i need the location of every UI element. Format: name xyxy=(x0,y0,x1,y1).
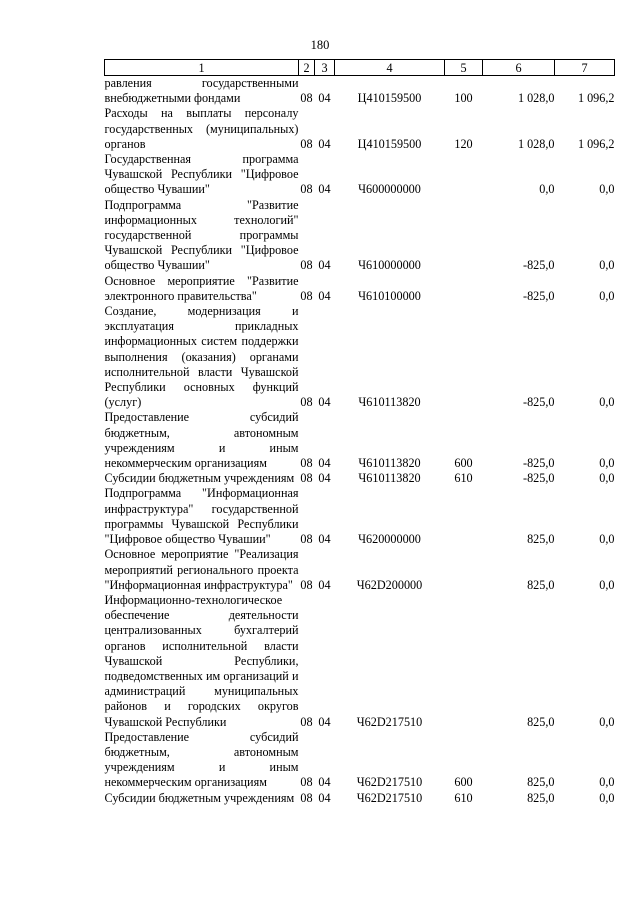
item-name: Основное мероприятие "Развитие электронного правительства" xyxy=(104,273,299,303)
table-row xyxy=(105,198,615,274)
column-header: 4 xyxy=(335,60,445,76)
amount-year-1: 825,0 xyxy=(527,775,555,790)
target-article-code: Ч62D217510 xyxy=(356,790,423,805)
amount-year-1: 825,0 xyxy=(527,714,555,729)
column-header: 5 xyxy=(445,60,483,76)
table-row xyxy=(105,106,615,152)
section-code: 08 xyxy=(300,395,313,410)
section-code: 08 xyxy=(300,91,313,106)
amount-year-1: -825,0 xyxy=(523,395,555,410)
subsection-code: 04 xyxy=(318,577,331,592)
amount-year-2: 0,0 xyxy=(599,714,615,729)
table-row xyxy=(105,593,615,730)
target-article-code: Ц410159500 xyxy=(357,91,422,106)
expense-type-code: 600 xyxy=(454,775,473,790)
section-code: 08 xyxy=(300,258,313,273)
item-name: Предоставление субсидий бюджетным, автономным учреждениям и иным некоммерческим организациям xyxy=(104,729,299,790)
amount-year-2: 0,0 xyxy=(599,471,615,486)
item-name: Субсидии бюджетным учреждениям xyxy=(104,790,295,805)
expense-type-code xyxy=(445,304,483,410)
section-code: 08 xyxy=(300,790,313,805)
subsection-code: 04 xyxy=(318,91,331,106)
item-name: Информационно-технологическое обеспечение деятельности централизованных бухгалтерий органов исполнительной власти Чувашской Республики, подведомственных им организаций и администраций муниципальных районов и городских округов Чувашской Республики xyxy=(104,592,299,729)
table-row xyxy=(105,486,615,547)
subsection-code: 04 xyxy=(318,288,331,303)
amount-year-2: 0,0 xyxy=(599,456,615,471)
table-row xyxy=(105,471,615,486)
subsection-code: 04 xyxy=(318,395,331,410)
table-row xyxy=(105,410,615,471)
subsection-code: 04 xyxy=(318,456,331,471)
table-row xyxy=(105,274,615,304)
table-row xyxy=(105,547,615,593)
subsection-code: 04 xyxy=(318,532,331,547)
page-number: 180 xyxy=(310,38,330,52)
item-name: Подпрограмма "Информационная инфраструктура" государственной программы Чувашской Республики "Цифровое общество Чувашии" xyxy=(104,486,299,547)
target-article-code: Ч62D200000 xyxy=(356,577,423,592)
item-name: Предоставление субсидий бюджетным, автономным учреждениям и иным некоммерческим организациям xyxy=(104,410,299,471)
item-name: Подпрограмма "Развитие информационных технологий" государственной программы Чувашской Республики "Цифровое общество Чувашии" xyxy=(104,197,299,273)
subsection-code: 04 xyxy=(318,182,331,197)
section-code: 08 xyxy=(300,136,313,151)
item-name: Субсидии бюджетным учреждениям xyxy=(104,471,295,486)
table-row xyxy=(105,152,615,198)
item-name: Основное мероприятие "Реализация мероприятий регионального проекта "Информационная инфраструктура" xyxy=(104,547,299,592)
expense-type-code: 610 xyxy=(454,790,473,805)
subsection-code: 04 xyxy=(318,471,331,486)
target-article-code: Ч610113820 xyxy=(358,456,421,471)
section-code: 08 xyxy=(300,714,313,729)
item-name: равления государственными внебюджетными фондами xyxy=(104,76,299,106)
expense-type-code xyxy=(445,198,483,274)
amount-year-1: 825,0 xyxy=(527,790,555,805)
section-code: 08 xyxy=(300,471,313,486)
amount-year-1: 825,0 xyxy=(527,577,555,592)
amount-year-1: -825,0 xyxy=(523,471,555,486)
amount-year-1: 0,0 xyxy=(539,182,555,197)
amount-year-2: 0,0 xyxy=(599,775,615,790)
expense-type-code xyxy=(445,274,483,304)
column-header: 6 xyxy=(483,60,555,76)
amount-year-1: -825,0 xyxy=(523,288,555,303)
amount-year-2: 0,0 xyxy=(599,577,615,592)
target-article-code: Ч62D217510 xyxy=(356,775,423,790)
column-header: 2 xyxy=(299,60,315,76)
amount-year-2: 1 096,2 xyxy=(577,91,615,106)
target-article-code: Ц410159500 xyxy=(357,136,422,151)
table-row xyxy=(105,730,615,791)
amount-year-2: 0,0 xyxy=(599,395,615,410)
expense-type-code xyxy=(445,547,483,593)
amount-year-2: 0,0 xyxy=(599,182,615,197)
target-article-code: Ч610113820 xyxy=(358,471,421,486)
target-article-code: Ч610100000 xyxy=(358,288,421,303)
amount-year-2: 0,0 xyxy=(599,532,615,547)
subsection-code: 04 xyxy=(318,775,331,790)
amount-year-2: 1 096,2 xyxy=(577,136,615,151)
item-name: Государственная программа Чувашской Республики "Цифровое общество Чувашии" xyxy=(104,152,299,197)
expense-type-code xyxy=(445,593,483,730)
amount-year-1: -825,0 xyxy=(523,258,555,273)
section-code: 08 xyxy=(300,577,313,592)
expense-type-code: 120 xyxy=(454,136,473,151)
table-row xyxy=(105,791,615,806)
target-article-code: Ч62D217510 xyxy=(356,714,423,729)
target-article-code: Ч600000000 xyxy=(358,182,421,197)
section-code: 08 xyxy=(300,288,313,303)
column-header: 3 xyxy=(315,60,335,76)
subsection-code: 04 xyxy=(318,790,331,805)
item-name: Создание, модернизация и эксплуатация прикладных информационных систем поддержки выполнения (оказания) органами исполнительной власти Чувашской Республики основных функций (услуг) xyxy=(104,304,299,410)
subsection-code: 04 xyxy=(318,258,331,273)
target-article-code: Ч610113820 xyxy=(358,395,421,410)
expense-type-code xyxy=(445,486,483,547)
budget-table xyxy=(104,59,615,806)
table-row xyxy=(105,76,615,107)
subsection-code: 04 xyxy=(318,714,331,729)
section-code: 08 xyxy=(300,182,313,197)
expense-type-code: 610 xyxy=(454,471,473,486)
target-article-code: Ч610000000 xyxy=(358,258,421,273)
target-article-code: Ч620000000 xyxy=(358,532,421,547)
table-body xyxy=(105,76,615,806)
expense-type-code: 100 xyxy=(454,91,473,106)
column-header: 7 xyxy=(555,60,615,76)
item-name: Расходы на выплаты персоналу государственных (муниципальных) органов xyxy=(104,106,299,151)
header-row xyxy=(105,60,615,76)
section-code: 08 xyxy=(300,775,313,790)
subsection-code: 04 xyxy=(318,136,331,151)
amount-year-2: 0,0 xyxy=(599,790,615,805)
amount-year-1: 825,0 xyxy=(527,532,555,547)
amount-year-1: 1 028,0 xyxy=(517,136,555,151)
expense-type-code: 600 xyxy=(454,456,473,471)
section-code: 08 xyxy=(300,532,313,547)
column-header: 1 xyxy=(105,60,299,76)
expense-type-code xyxy=(445,152,483,198)
amount-year-1: -825,0 xyxy=(523,456,555,471)
table-row xyxy=(105,304,615,410)
section-code: 08 xyxy=(300,456,313,471)
amount-year-1: 1 028,0 xyxy=(517,91,555,106)
amount-year-2: 0,0 xyxy=(599,288,615,303)
amount-year-2: 0,0 xyxy=(599,258,615,273)
